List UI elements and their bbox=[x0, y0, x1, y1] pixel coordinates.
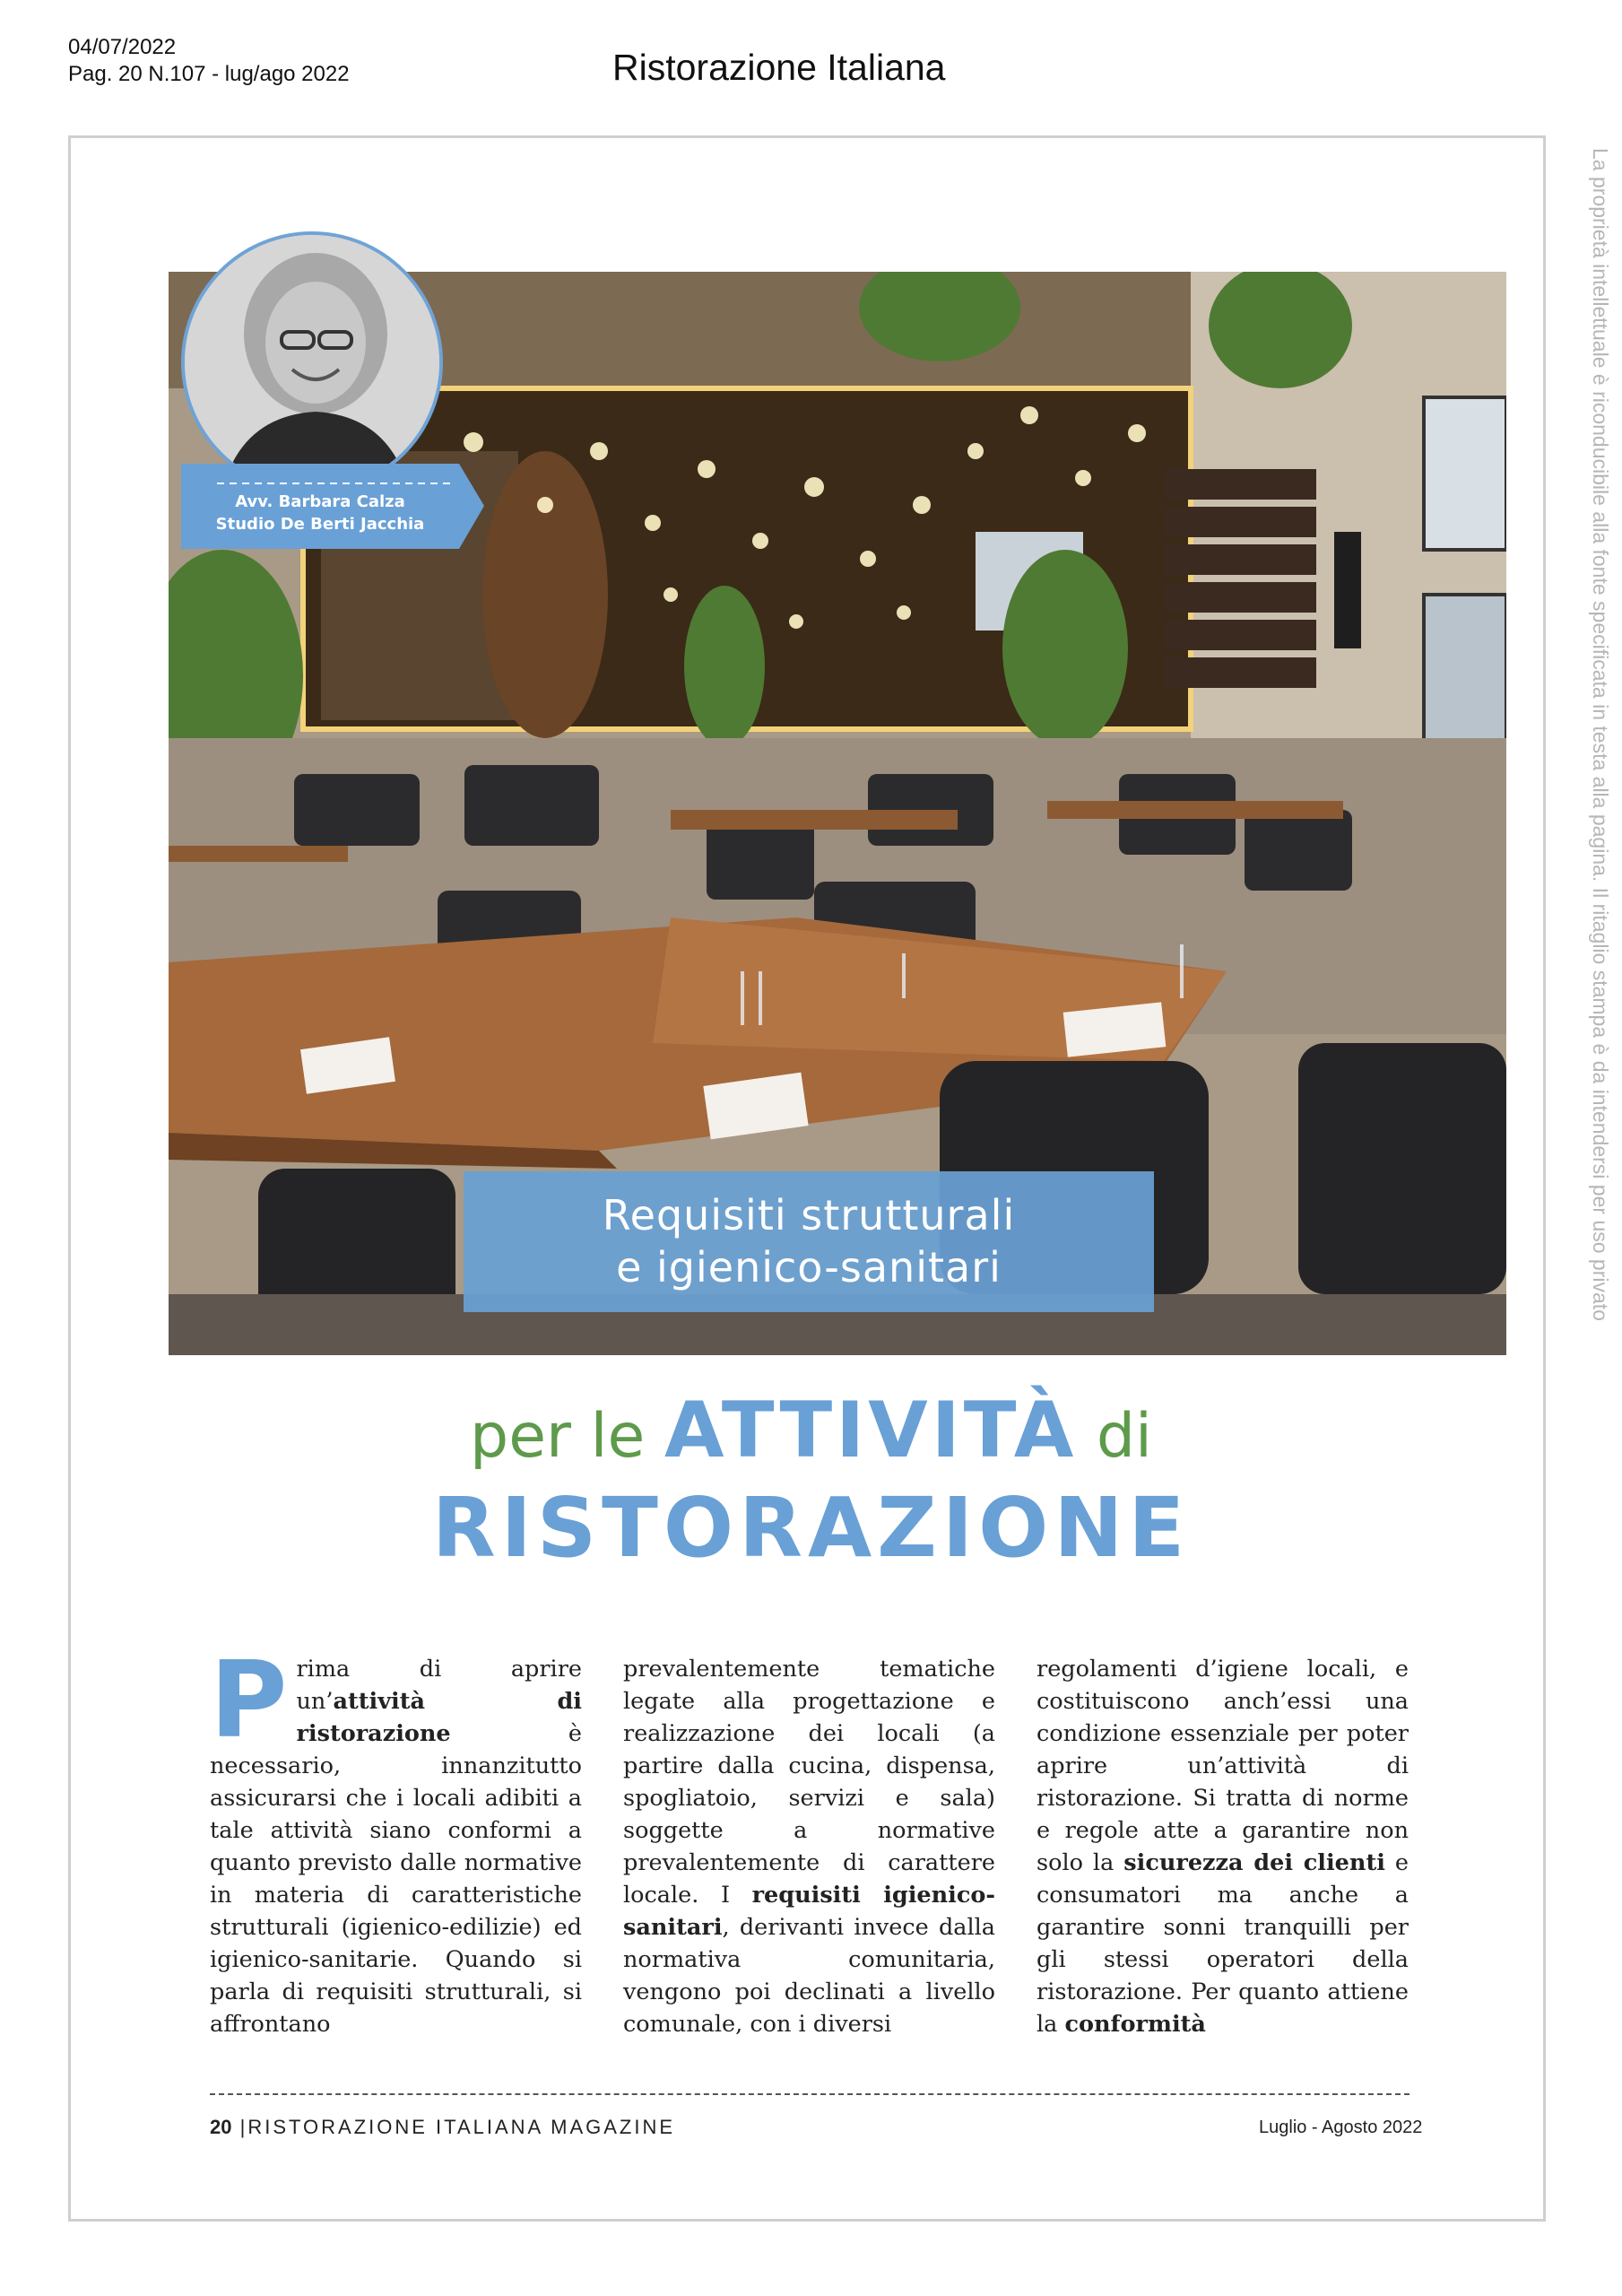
author-firm: Studio De Berti Jacchia bbox=[215, 515, 425, 534]
col3-text-1: regolamenti d’igiene locali, e costituiscono anch’essi una condizione essenziale per poter aprire un’attività di ristorazione. Si tratta di norme e regole atte a garantire non solo la bbox=[1037, 1656, 1409, 1876]
article-column-1 bbox=[210, 1638, 582, 2040]
headline-big-word: ATTIVITÀ bbox=[664, 1386, 1078, 1475]
footer-magazine: |RISTORAZIONE ITALIANA MAGAZINE bbox=[239, 2116, 676, 2138]
footer-divider bbox=[210, 2093, 1409, 2095]
headline-pre: per le bbox=[470, 1401, 646, 1472]
col1-text-1: rima di aprire un’ bbox=[296, 1656, 582, 1715]
article-title-box bbox=[464, 1171, 1154, 1312]
col2-bold-1: requisiti igienico-sanitari bbox=[623, 1882, 995, 1941]
headline-post: di bbox=[1096, 1401, 1152, 1472]
copyright-side-note: La proprietà intellettuale è riconducibile alla fonte specificata in testa alla pagina. Il ritaglio stampa è da intendersi per uso privato bbox=[1589, 148, 1612, 1321]
author-portrait bbox=[181, 231, 443, 493]
col2-text-2: , derivanti invece dalla normativa comunitaria, vengono poi declinati a livello comunale, con i diversi bbox=[623, 1914, 995, 2038]
footer-issue: Luglio - Agosto 2022 bbox=[1259, 2118, 1423, 2137]
author-name: Avv. Barbara Calza bbox=[235, 492, 405, 511]
article-column-2 bbox=[623, 1653, 995, 2040]
clipping-date: 04/07/2022 bbox=[68, 35, 177, 59]
clipping-meta bbox=[68, 34, 350, 88]
clipping-page-info: Pag. 20 N.107 - lug/ago 2022 bbox=[68, 62, 350, 86]
col3-text-2: e consumatori ma anche a garantire sonni tranquilli per gli stessi operatori della ristorazione. Per quanto attiene la bbox=[1037, 1849, 1409, 2038]
clipping-source: Ristorazione Italiana bbox=[612, 47, 946, 88]
headline-line2: RISTORAZIONE bbox=[431, 1480, 1191, 1576]
footer-left bbox=[210, 2116, 675, 2139]
col2-text-1: prevalentemente tematiche legate alla progettazione e realizzazione dei locali (a partire dalla cucina, dispensa, spogliatoio, servizi e sala) soggette a normative prevalentemente di carattere locale. I bbox=[623, 1656, 995, 1909]
col1-bold-1: attività di ristorazione bbox=[296, 1688, 582, 1747]
article-column-3 bbox=[1037, 1653, 1409, 2040]
col3-bold-2: conformità bbox=[1064, 2011, 1206, 2038]
headline-line1 bbox=[0, 1386, 1622, 1475]
author-credit bbox=[181, 491, 459, 535]
col1-text-2: è necessario, innanzitutto assicurarsi che i locali adibiti a tale attività siano conformi a quanto previsto dalle normative in materia di caratteristiche strutturali (igienico-edilizie) ed igienico-sanitarie. Quando si parla di requisiti strutturali, si affrontano bbox=[210, 1720, 582, 2038]
author-banner bbox=[181, 464, 484, 549]
article-title-line2: e igienico-sanitari bbox=[616, 1243, 1002, 1292]
col3-bold-1: sicurezza dei clienti bbox=[1123, 1849, 1385, 1876]
footer-page-number: 20 bbox=[210, 2116, 232, 2138]
author-avatar-illustration bbox=[185, 235, 443, 493]
article-title-line1: Requisiti strutturali bbox=[602, 1191, 1016, 1239]
drop-cap: P bbox=[210, 1638, 288, 1761]
